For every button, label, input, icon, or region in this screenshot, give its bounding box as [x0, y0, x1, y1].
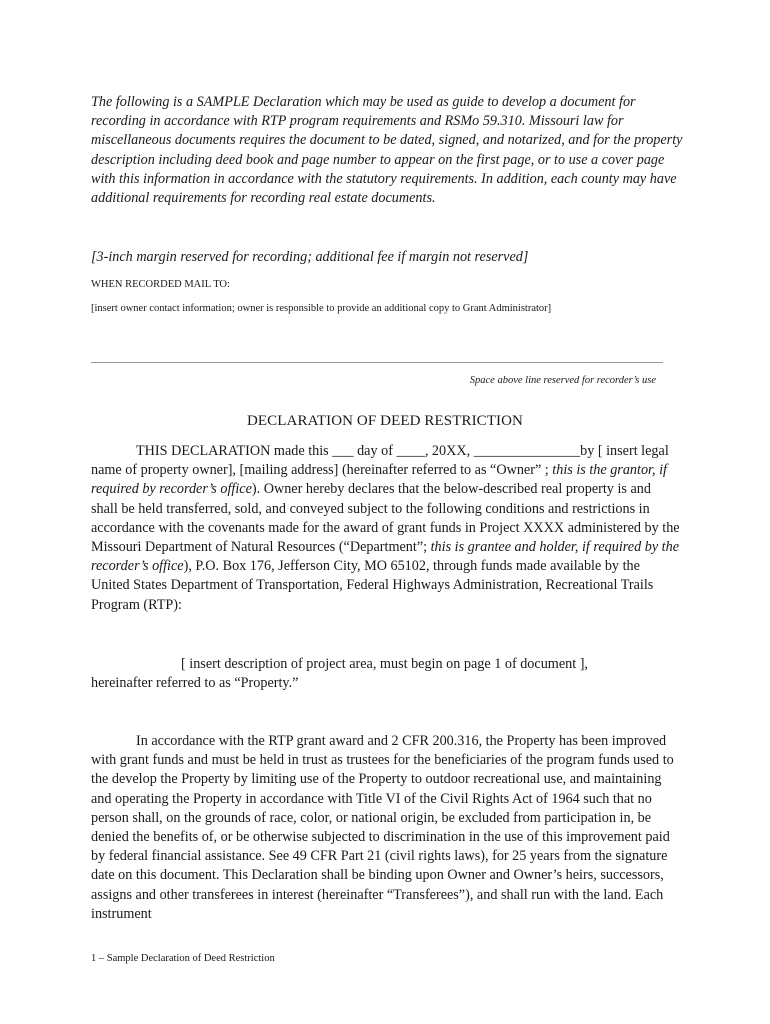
recorder-space-divider [91, 362, 663, 363]
property-description [91, 655, 691, 693]
declaration-text-2: ). Owner hereby declares that the below-described real property is and shall be held transferred, sold, and conveyed subject to the following conditions and restrictions in accordance with the covenants made for the award of grant funds in Project XXXX administered by the Missouri Department of Natural Resources (“Department”; [91, 481, 680, 556]
declaration-text-3: ), P.O. Box 176, Jefferson City, MO 65102, through funds made available by the United States Department of Transportation, Federal Highways Administration, Recreational Trails Program (RTP): [91, 558, 654, 613]
accordance-paragraph [91, 732, 681, 924]
recorder-space-note: Space above line reserved for recorder’s use [469, 375, 656, 386]
owner-contact-note: [insert owner contact information; owner is responsible to provide an additional copy to Grant Administrator] [91, 303, 552, 314]
when-recorded-label: WHEN RECORDED MAIL TO: [91, 279, 230, 290]
sample-intro-note: The following is a SAMPLE Declaration which may be used as guide to develop a document for recording in accordance with RTP program requirements and RSMo 59.310. Missouri law for miscellaneous documents requires the document to be dated, signed, and notarized, and for the property description including deed book and page number to appear on the first page, or to use a cover page with this information in accordance with the statutory requirements. In addition, each county may have additional requirements for recording real estate documents. [91, 94, 683, 207]
declaration-italic-1: this is the grantor, if required by recorder’s office [91, 462, 667, 498]
recording-margin-note: [3-inch margin reserved for recording; additional fee if margin not reserved] [91, 249, 529, 265]
property-description-rest: hereinafter referred to as “Property.” [91, 675, 299, 692]
page-footer: 1 – Sample Declaration of Deed Restriction [91, 953, 275, 964]
document-title: DECLARATION OF DEED RESTRICTION [246, 413, 523, 429]
declaration-paragraph [91, 442, 681, 615]
declaration-text-1: THIS DECLARATION made this ___ day of ____, 20XX, _______________by [ insert legal name of property owner], [mailing address] (hereinafter referred to as “Owner” ; [91, 443, 669, 479]
declaration-italic-2: this is grantee and holder, if required by the recorder’s office [91, 539, 679, 575]
accordance-text: In accordance with the RTP grant award and 2 CFR 200.316, the Property has been improved with grant funds and must be held in trust as trustees for the beneficiaries of the program funds used to the develop the Property by limiting use of the Property to outdoor recreational use, and maintaining and operating the Property in accordance with Title VI of the Civil Rights Act of 1964 such that no person shall, on the grounds of race, color, or national origin, be excluded from participation in, be denied the benefits of, or be otherwise subjected to discrimination in the use of this improvement paid by federal financial assistance. See 49 CFR Part 21 (civil rights laws), for 25 years from the signature date on this document. This Declaration shall be binding upon Owner and Owner’s heirs, successors, assigns and other transferees in interest (hereinafter “Transferees”), and shall run with the land. Each instrument [91, 733, 674, 922]
property-description-placeholder: [ insert description of project area, must begin on page 1 of document ], [181, 656, 588, 672]
